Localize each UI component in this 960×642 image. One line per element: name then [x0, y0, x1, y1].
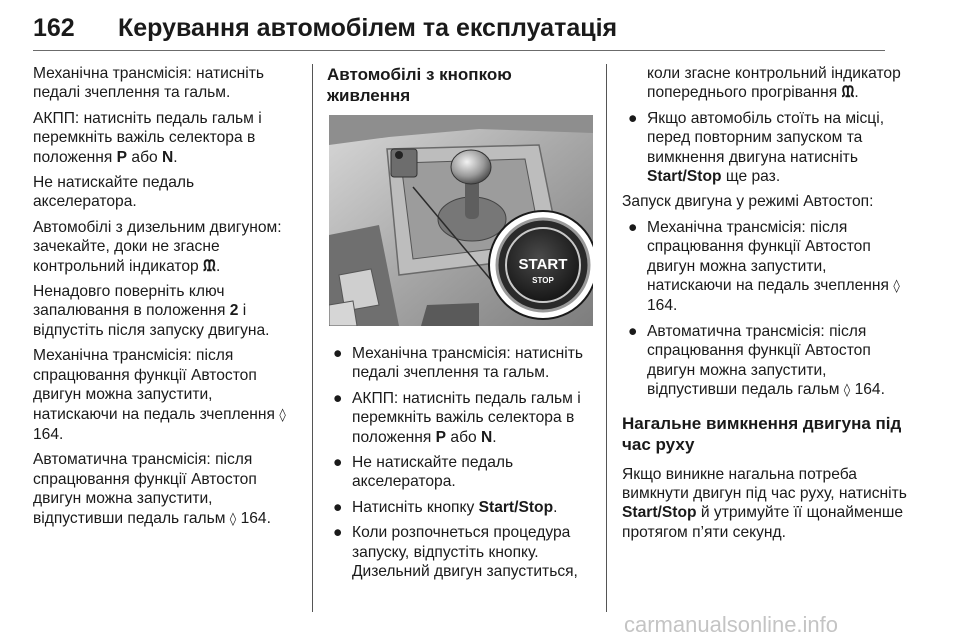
paragraph: Не натискайте педаль акселератора. — [33, 174, 195, 211]
list-item: ● Не натискайте педаль акселератора. — [333, 454, 514, 491]
gear-n: N — [162, 148, 174, 166]
page-reference[interactable]: 164 — [33, 425, 60, 443]
column-3 — [622, 64, 912, 548]
gear-p: P — [116, 148, 128, 166]
paragraph: Автомобілі з дизельним двигуном: зачекайте, доки не згасне контрольний індикатор ᙢ. — [33, 218, 282, 275]
watermark: carmanualsonline.info — [624, 612, 839, 637]
stop-label: STOP — [532, 276, 554, 285]
section-heading: Нагальне вимкнення двигуна під час руху — [622, 413, 902, 454]
list-item: ● Якщо автомобіль стоїть на місці, перед повторним запуском та вимкнення двигуна натисніть Start/Stop ще раз. — [628, 109, 885, 186]
start-stop-key: Start/Stop — [647, 168, 722, 186]
bullet-list — [622, 109, 912, 187]
bullet: ● — [628, 218, 638, 236]
start-button-photo — [329, 115, 593, 326]
reference-arrow-icon: ◊ — [229, 511, 237, 527]
list-item: ● АКПП: натисніть педаль гальм і перемкніть важіль селектора в положення P або N. — [333, 389, 581, 446]
reference-arrow-icon: ◊ — [893, 279, 900, 295]
column-divider-2 — [606, 64, 607, 612]
reference-arrow-icon: ◊ — [279, 407, 286, 423]
chapter-title: Керування автомобілем та експлуатація — [118, 14, 618, 42]
bullet-list — [327, 344, 595, 581]
gear-n: N — [481, 428, 493, 446]
bullet: ● — [628, 322, 638, 340]
page-reference[interactable]: 164 — [647, 297, 674, 315]
section-heading: Автомобілі з кнопкою живлення — [327, 65, 512, 105]
paragraph: Запуск двигуна у режимі Автостоп: — [622, 193, 874, 211]
start-stop-key: Start/Stop — [478, 498, 554, 516]
column-1 — [33, 64, 301, 535]
list-item: ● Механічна трансмісія: після спрацювання функції Автостоп двигун можна запустити, натискаючи на педаль зчеплення ◊ 164. — [628, 218, 900, 315]
gear-p: P — [435, 428, 447, 446]
bullet: ● — [333, 389, 343, 407]
page-number: 162 — [33, 14, 75, 42]
glow-plug-icon: ᙢ — [841, 83, 855, 102]
ignition-position: 2 — [229, 302, 239, 320]
start-stop-key: Start/Stop — [622, 504, 697, 522]
bullet: ● — [333, 454, 343, 472]
list-item: ● Натисніть кнопку Start/Stop. — [333, 498, 558, 516]
interior-illustration — [329, 115, 593, 326]
column-2 — [327, 64, 595, 587]
list-item: ● Механічна трансмісія: натисніть педалі зчеплення та гальм. — [333, 345, 583, 382]
reference-arrow-icon: ◊ — [843, 383, 851, 399]
list-item: ● Коли розпочнеться процедура запуску, відпустіть кнопку. Дизельний двигун запуститься, — [333, 524, 578, 581]
start-label: START — [518, 256, 568, 273]
bullet: ● — [333, 524, 343, 542]
paragraph-continued: коли згасне контрольний індикатор попереднього прогрівання ᙢ. — [647, 65, 901, 102]
list-item: ● Автоматична трансмісія: після спрацювання функції Автостоп двигун можна запустити, відпустивши педаль гальм ◊ 164. — [628, 322, 885, 399]
paragraph: Автоматична трансмісія: після спрацювання функції Автостоп двигун можна запустити, відпустивши педаль гальм ◊ 164. — [33, 451, 271, 527]
bullet: ● — [628, 109, 638, 127]
bullet: ● — [333, 345, 343, 362]
paragraph: Механічна трансмісія: натисніть педалі зчеплення та гальм. — [33, 65, 264, 102]
paragraph: АКПП: натисніть педаль гальм і перемкніть важіль селектора в положення P або N. — [33, 109, 262, 166]
page-reference[interactable]: 164 — [240, 509, 267, 527]
glow-plug-icon: ᙢ — [203, 256, 216, 275]
bullet-list — [622, 218, 912, 401]
paragraph: Якщо виникне нагальна потреба вимкнути двигун під час руху, натисніть Start/Stop й утримуйте її щонайменше протягом п’яти секунд. — [622, 465, 907, 541]
page-reference[interactable]: 164 — [854, 381, 881, 399]
page-header — [33, 8, 885, 50]
header-rule — [33, 50, 885, 51]
paragraph: Ненадовго поверніть ключ запалювання в положення 2 і відпустіть після запуску двигуна. — [33, 283, 270, 339]
column-divider-1 — [312, 64, 313, 612]
paragraph: Механічна трансмісія: після спрацювання функції Автостоп двигун можна запустити, натискаючи на педаль зчеплення ◊ 164. — [33, 347, 286, 443]
bullet: ● — [333, 498, 343, 516]
